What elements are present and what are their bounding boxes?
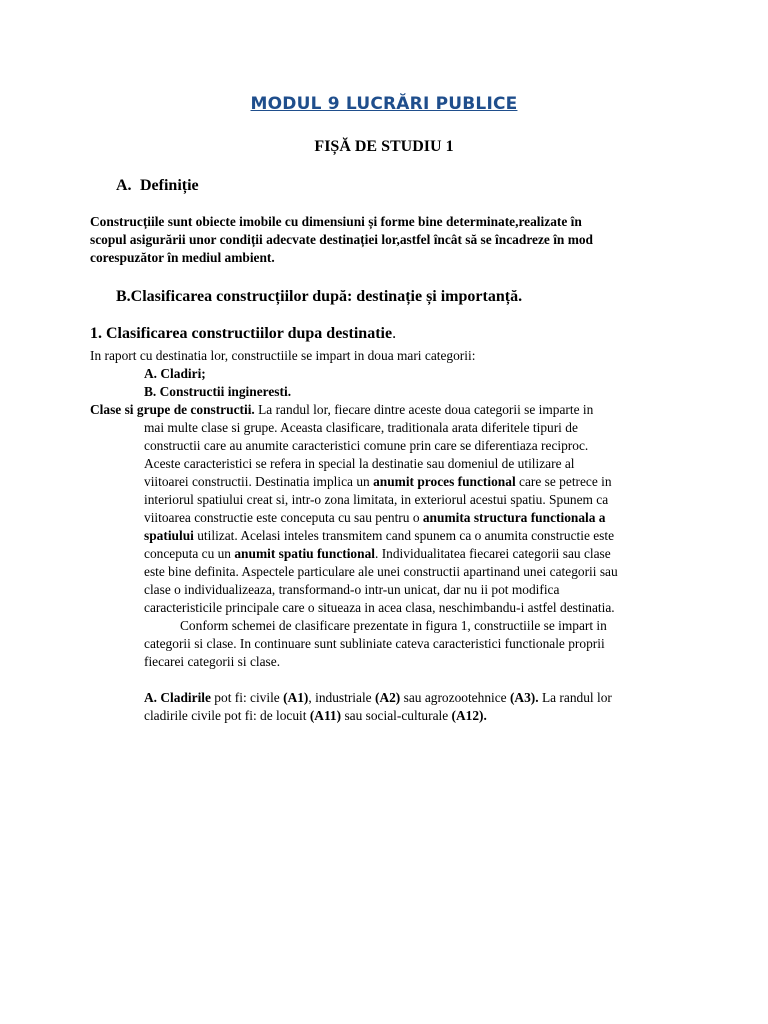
intro-line: In raport cu destinatia lor, constructiile se impart in doua mari categorii:: [90, 348, 476, 363]
bold-text: anumit proces functional: [373, 474, 516, 489]
text-run: viitoarea constructie este conceputa cu sau pentru o: [144, 510, 423, 525]
text-run: clase o individualizeaza, transformand-o intr-un unicat, dar nu ii pot modifica: [144, 582, 560, 597]
body-line: [144, 527, 614, 545]
section-a-letter: A.: [116, 177, 132, 194]
text-run: categorii si clase. In continuare sunt subliniate cateva caracteristici functionale proprii: [144, 636, 605, 651]
heading-tail: .: [392, 325, 397, 342]
text-run: viitoarei constructii. Destinatia implica un: [144, 474, 374, 489]
cladiri-line: [144, 689, 612, 707]
cladiri-line: [144, 707, 487, 725]
bold-text: spatiului: [144, 528, 194, 543]
text-run: La randul lor, fiecare dintre aceste doua categorii se imparte in: [254, 402, 594, 417]
text-run: pot fi: civile: [210, 690, 284, 705]
bold-text: A. Cladirile: [144, 690, 211, 705]
text-run: La randul lor: [538, 690, 612, 705]
bold-text: (A2): [374, 690, 401, 705]
text-run: utilizat. Acelasi inteles transmitem cand spunem ca o anumita constructie este: [193, 528, 615, 543]
section-b-heading: B.Clasificarea construcțiilor după: destinație și importanță.: [116, 288, 523, 305]
document-title: MODUL 9 LUCRĂRI PUBLICE: [250, 94, 518, 114]
document-subtitle: FIȘĂ DE STUDIU 1: [314, 138, 454, 155]
bold-text: anumita structura functionala a: [422, 510, 606, 525]
text-run: interiorul spatiului creat si, intr-o zona limitata, in exteriorul acestui spatiu. Spunem ca: [144, 492, 609, 507]
body-line: [144, 509, 606, 527]
body-line: [144, 653, 280, 671]
heading-clasificare-destinatie: [90, 325, 396, 343]
definition-line: Construcțiile sunt obiecte imobile cu dimensiuni și forme bine determinate,realizate în: [90, 214, 582, 229]
section-a-heading: [116, 177, 199, 195]
text-run: fiecarei categorii si clase.: [144, 654, 281, 669]
bold-text: (A1): [283, 690, 309, 705]
body-line: [144, 419, 578, 437]
bold-text: (A12).: [451, 708, 487, 723]
body-line: [144, 599, 615, 617]
category-item: B. Constructii ingineresti.: [144, 384, 292, 399]
text-run: constructii care au anumite caracteristici comune prin care se diferentiaza reciproc.: [144, 438, 589, 453]
bold-text: (A3).: [509, 690, 539, 705]
body-line: [144, 563, 618, 581]
bold-text: anumit spatiu functional: [234, 546, 375, 561]
category-item: A. Cladiri;: [144, 366, 206, 381]
body-line: [144, 437, 588, 455]
body-line: [144, 545, 611, 563]
section-a-label: Definiție: [140, 177, 199, 194]
bold-text: (A11): [309, 708, 342, 723]
text-run: mai multe clase si grupe. Aceasta clasificare, traditionala arata diferitele tipuri de: [144, 420, 578, 435]
text-run: care se petrece in: [515, 474, 612, 489]
body-line: [90, 401, 593, 419]
definition-line: corespuzător în mediul ambient.: [90, 250, 275, 265]
bold-text: Clase si grupe de constructii.: [90, 402, 255, 417]
text-run: cladirile civile pot fi: de locuit: [144, 708, 310, 723]
definition-paragraph: [90, 213, 702, 267]
body-line: [144, 473, 612, 491]
body-line: [144, 491, 608, 509]
body-line: [180, 617, 607, 635]
text-run: caracteristicile principale care o situeaza in acea clasa, neschimbandu-i astfel destinatia.: [144, 600, 615, 615]
text-run: sau social-culturale: [341, 708, 452, 723]
text-run: Conform schemei de clasificare prezentate in figura 1, constructiile se impart in: [180, 618, 607, 633]
body-line: [144, 455, 575, 473]
definition-line: scopul asigurării unor condiții adecvate destinației lor,astfel încât să se încadreze în mod: [90, 232, 594, 247]
text-run: este bine definita. Aspectele particulare ale unei constructii apartinand unei categorii sau: [144, 564, 618, 579]
body-line: [144, 581, 559, 599]
heading-text: 1. Clasificarea constructiilor dupa destinatie: [90, 325, 393, 342]
text-run: conceputa cu un: [144, 546, 235, 561]
body-line: [144, 635, 605, 653]
text-run: . Individualitatea fiecarei categorii sau clase: [375, 546, 611, 561]
text-run: , industriale: [308, 690, 375, 705]
text-run: Aceste caracteristici se refera in special la destinatie sau domeniul de utilizare al: [144, 456, 575, 471]
text-run: sau agrozootehnice: [400, 690, 510, 705]
